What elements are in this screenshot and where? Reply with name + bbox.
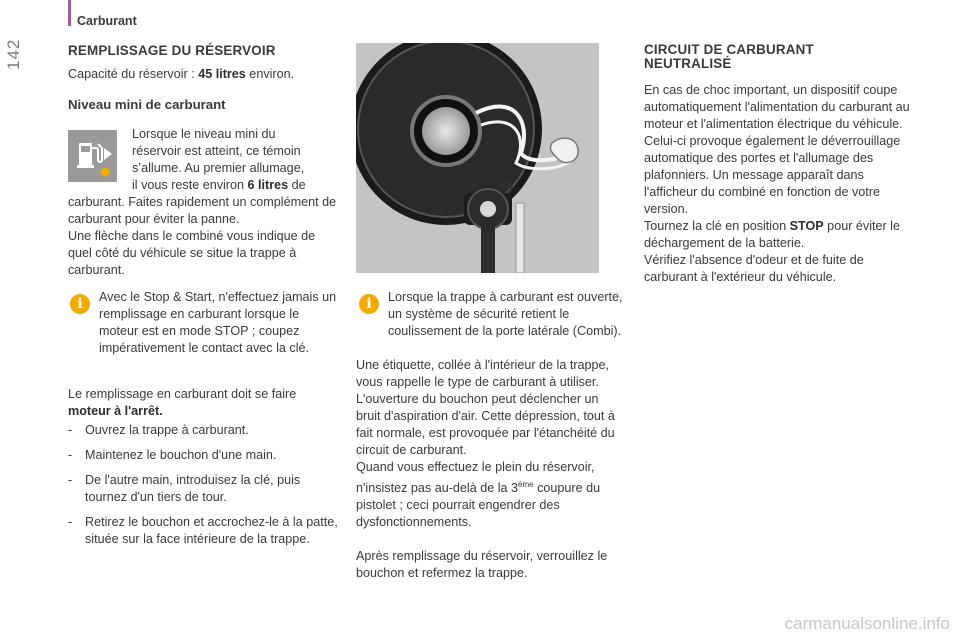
- info-icon: i: [359, 294, 379, 314]
- list-item: - De l'autre main, introduisez la clé, puis tournez d'un tiers de tour.: [68, 473, 301, 504]
- info-icon: i: [70, 294, 90, 314]
- refuel-engine-off: moteur à l'arrêt.: [68, 404, 163, 418]
- list-item: - Retirez le bouchon et accrochez-le à la patte, située sur la face intérieure de la trappe.: [68, 515, 338, 546]
- arrow-indicator-text: Une flèche dans le combiné vous indique de quel côté du véhicule se situe la trappe à carburant.: [68, 229, 316, 277]
- stop-start-note: Avec le Stop & Start, n'effectuez jamais un remplissage en carburant lorsque le moteur est en mode STOP ; coupez impérativement le contact avec la clé.: [99, 290, 337, 355]
- section-title: Carburant: [77, 14, 137, 28]
- after-refuel-text: Après remplissage du réservoir, verrouillez le bouchon et refermez la trappe.: [356, 549, 608, 581]
- fuel-text-line-3: s’allume. Au premier allumage,: [132, 161, 305, 175]
- fuel-pump-icon: [68, 130, 117, 182]
- cutoff-para-3: Tournez la clé en position STOP pour éviter le déchargement de la batterie.: [644, 219, 900, 250]
- refuel-heading: REMPLISSAGE DU RÉSERVOIR: [68, 43, 276, 58]
- fuel-level-continued: [68, 194, 342, 279]
- fuel-text-line-1: Lorsque le niveau mini du: [132, 127, 276, 141]
- fuel-cap-illustration: [356, 43, 599, 273]
- fuel-warning-tile: [68, 130, 117, 182]
- fuel-level-lines: [132, 126, 340, 194]
- capacity-text: Capacité du réservoir : 45 litres environ.: [68, 67, 295, 81]
- refuel-procedure: [68, 386, 340, 556]
- refuel-steps: [68, 422, 340, 548]
- middle-text: [356, 357, 626, 582]
- cutoff-para-4: Vérifiez l'absence d'odeur et de fuite de carburant à l'extérieur du véhicule.: [644, 253, 864, 284]
- list-item: - Maintenez le bouchon d'une main.: [68, 448, 277, 462]
- fuel-text-line-4: il vous reste environ 6 litres de: [132, 178, 306, 192]
- left-column: [68, 43, 340, 112]
- right-column: [644, 43, 912, 286]
- cutoff-para-2: Celui-ci provoque également le déverrouillage automatique des portes et l'allumage des plafonniers. Un message apparaît dans l'afficheur du combiné en fonction de votre version.: [644, 134, 901, 216]
- watermark: carmanualsonline.info: [784, 614, 950, 633]
- fuel-level-heading: Niveau mini de carburant: [68, 97, 226, 112]
- fuel-text-rest: carburant. Faites rapidement un complément de carburant pour éviter la panne.: [68, 195, 337, 226]
- list-item: - Ouvrez la trappe à carburant.: [68, 423, 249, 437]
- fuel-cutoff-text: [644, 82, 912, 286]
- fuel-cap-drawing: [356, 43, 599, 273]
- section-marker: [68, 0, 71, 26]
- fuel-label-text: Une étiquette, collée à l'intérieur de la trappe, vous rappelle le type de carburant à utiliser.: [356, 358, 610, 389]
- depression-text: L'ouverture du bouchon peut déclencher un bruit d'aspiration d'air. Cette dépression, tout à fait normale, est provoquée par l'étanchéité du circuit de carburant.: [356, 392, 615, 457]
- full-tank-text: Quand vous effectuez le plein du réservoir, n'insistez pas au-delà de la 3ème coupure du pistolet ; ceci pourrait engendrer des dysfonctionnements.: [356, 460, 601, 530]
- fuel-text-line-2: réservoir est atteint, ce témoin: [132, 144, 301, 158]
- cutoff-para-1: En cas de choc important, un dispositif coupe automatiquement l'alimentation du carburant au moteur et l'alimentation électrique du véhicule.: [644, 83, 910, 131]
- fuel-cutoff-heading: CIRCUIT DE CARBURANT NEUTRALISÉ: [644, 42, 814, 71]
- refuel-intro: Le remplissage en carburant doit se faire: [68, 387, 297, 401]
- page-number: 142: [4, 38, 23, 70]
- combi-door-note: Lorsque la trappe à carburant est ouverte, un système de sécurité retient le coulissement de la porte latérale (Combi).: [388, 290, 623, 338]
